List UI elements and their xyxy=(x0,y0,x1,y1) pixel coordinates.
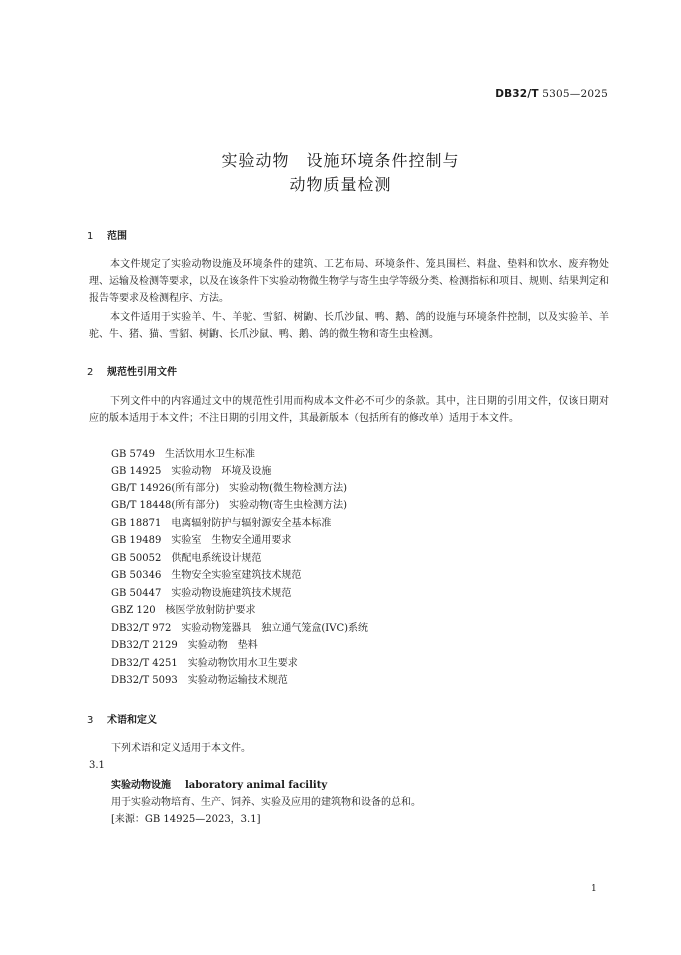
reference-item: GB 50052 供配电系统设计规范 xyxy=(111,553,262,564)
document-code-prefix: DB32/T xyxy=(495,88,539,100)
reference-item: GB 50346 生物安全实验室建筑技术规范 xyxy=(111,570,302,581)
reference-item: DB32/T 2129 实验动物 垫料 xyxy=(111,640,258,651)
reference-item: GB/T 18448(所有部分) 实验动物(寄生虫检测方法) xyxy=(111,500,347,511)
document-title-line1: 实验动物 设施环境条件控制与 xyxy=(221,151,460,170)
page-number: 1 xyxy=(591,884,597,894)
term-definition: 用于实验动物培育、生产、饲养、实验及应用的建筑物和设备的总和。 xyxy=(111,797,421,808)
section-1-heading xyxy=(87,227,127,242)
term-heading xyxy=(111,777,327,794)
reference-item: DB32/T 5093 实验动物运输技术规范 xyxy=(111,675,288,686)
document-code xyxy=(495,88,608,100)
reference-item: GBZ 120 核医学放射防护要求 xyxy=(111,605,256,616)
section-3-title: 术语和定义 xyxy=(107,715,157,726)
term-chinese: 实验动物设施 xyxy=(111,780,171,791)
reference-item: GB 50447 实验动物设施建筑技术规范 xyxy=(111,588,292,599)
section-1-title: 范围 xyxy=(107,231,127,242)
section-3-number: 3 xyxy=(87,715,94,726)
reference-item: GB 19489 实验室 生物安全通用要求 xyxy=(111,535,292,546)
term-english: laboratory animal facility xyxy=(185,780,328,791)
document-code-number: 5305—2025 xyxy=(538,88,608,100)
section-1-number: 1 xyxy=(87,231,94,242)
document-title-line2: 动物质量检测 xyxy=(289,175,392,194)
reference-item: DB32/T 972 实验动物笼器具 独立通气笼盒(IVC)系统 xyxy=(111,623,369,634)
term-number: 3.1 xyxy=(89,760,105,771)
reference-item: GB 14925 实验动物 环境及设施 xyxy=(111,466,272,477)
term-source: [来源：GB 14925—2023，3.1] xyxy=(111,814,261,825)
section-3-intro: 下列术语和定义适用于本文件。 xyxy=(111,743,251,754)
section-2-heading xyxy=(87,363,177,378)
section-2-paragraph: 下列文件中的内容通过文中的规范性引用而构成本文件必不可少的条款。其中，注日期的引用文件，仅该日期对应的版本适用于本文件；不注日期的引用文件，其最新版本（包括所有的修改单）适用于本文件。 xyxy=(89,396,609,424)
reference-item: GB 5749 生活饮用水卫生标准 xyxy=(111,449,255,460)
section-1-paragraph-2: 本文件适用于实验羊、牛、羊驼、雪貂、树鼩、长爪沙鼠、鸭、鹅、鸽的设施与环境条件控制，以及实验羊、羊驼、牛、猪、猫、雪貂、树鼩、长爪沙鼠、鸭、鹅、鸽的微生物和寄生虫检测。 xyxy=(89,312,609,340)
reference-item: DB32/T 4251 实验动物饮用水卫生要求 xyxy=(111,658,298,669)
section-2-number: 2 xyxy=(87,367,94,378)
section-3-heading xyxy=(87,711,157,726)
reference-item: GB/T 14926(所有部分) 实验动物(微生物检测方法) xyxy=(111,483,347,494)
section-1-paragraph-1: 本文件规定了实验动物设施及环境条件的建筑、工艺布局、环境条件、笼具围栏、料盘、垫料和饮水、废弃物处理、运输及检测等要求，以及在该条件下实验动物微生物学与寄生虫学等级分类、检测指标和项目、规则、结果判定和报告等要求及检测程序、方法。 xyxy=(89,259,609,304)
section-2-title: 规范性引用文件 xyxy=(107,367,177,378)
reference-item: GB 18871 电离辐射防护与辐射源安全基本标准 xyxy=(111,518,332,529)
